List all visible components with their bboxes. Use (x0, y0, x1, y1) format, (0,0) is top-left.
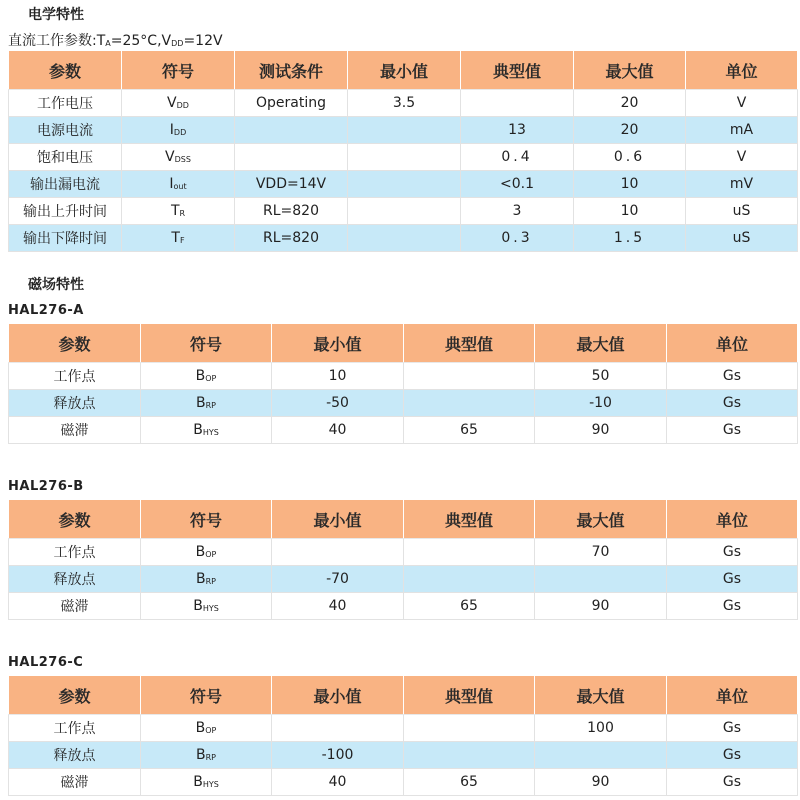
cell-param: 输出下降时间 (9, 225, 122, 252)
cell-typ (404, 390, 535, 417)
cell-min: -100 (272, 742, 404, 769)
col-header-symbol: 符号 (141, 500, 272, 539)
cell-typ: 13 (461, 117, 574, 144)
cell-typ: 0.4 (461, 144, 574, 171)
col-header-unit: 单位 (686, 51, 798, 90)
hal276c-title: HAL276-C (8, 655, 84, 670)
symbol-subscript: R (179, 209, 186, 218)
col-header-typ: 典型值 (404, 500, 535, 539)
cell-condition (235, 144, 348, 171)
cell-condition (235, 117, 348, 144)
cell-condition: VDD=14V (235, 171, 348, 198)
cell-symbol (122, 144, 235, 171)
table-header-row (9, 500, 798, 539)
cell-condition: RL=820 (235, 225, 348, 252)
hal276c-table (8, 675, 798, 796)
table-header-row (9, 324, 798, 363)
cell-typ (404, 566, 535, 593)
cell-min (348, 117, 461, 144)
magnetic-heading: 磁场特性 (28, 277, 84, 293)
cell-param: 工作点 (9, 539, 141, 566)
symbol-subscript: DD (173, 128, 187, 137)
table-row (9, 171, 798, 198)
cell-min: -70 (272, 566, 404, 593)
col-header-param: 参数 (9, 324, 141, 363)
symbol-main: B (196, 571, 206, 587)
cell-min: 3.5 (348, 90, 461, 117)
symbol-subscript: OP (205, 726, 217, 735)
symbol-subscript: OP (205, 374, 217, 383)
cell-typ (404, 539, 535, 566)
symbol-subscript: F (179, 236, 185, 245)
cell-unit: Gs (667, 593, 798, 620)
table-row (9, 363, 798, 390)
cell-max (535, 566, 667, 593)
hal276a-title: HAL276-A (8, 303, 84, 318)
table-row (9, 417, 798, 444)
symbol-main: B (195, 720, 206, 736)
cell-min: 40 (272, 417, 404, 444)
cell-param: 输出上升时间 (9, 198, 122, 225)
symbol-subscript: HYS (202, 604, 219, 613)
cell-symbol (122, 117, 235, 144)
symbol-main: V (165, 149, 175, 165)
cell-max (535, 742, 667, 769)
col-header-min: 最小值 (348, 51, 461, 90)
electrical-heading: 电学特性 (28, 7, 84, 23)
cell-min: 40 (272, 593, 404, 620)
cell-unit: uS (686, 225, 798, 252)
table-row (9, 593, 798, 620)
cell-unit: Gs (667, 742, 798, 769)
cell-typ: 0.3 (461, 225, 574, 252)
table-row (9, 144, 798, 171)
dc-conditions-note: 直流工作参数$:T_A=25^\circ C,V_{DD}=12V$ (8, 33, 223, 49)
cell-max: 10 (574, 198, 686, 225)
col-header-min: 最小值 (272, 676, 404, 715)
cell-min (348, 144, 461, 171)
cell-symbol (122, 171, 235, 198)
table-row (9, 769, 798, 796)
col-header-symbol: 符号 (141, 324, 272, 363)
cell-max: -10 (535, 390, 667, 417)
symbol-main: B (195, 368, 206, 384)
cell-max: 100 (535, 715, 667, 742)
cell-param: 输出漏电流 (9, 171, 122, 198)
table-row (9, 390, 798, 417)
hal276b-table (8, 499, 798, 620)
col-header-min: 最小值 (272, 324, 404, 363)
symbol-subscript: out (173, 182, 187, 191)
col-header-unit: 单位 (667, 676, 798, 715)
cell-param: 释放点 (9, 566, 141, 593)
cell-param: 释放点 (9, 390, 141, 417)
cell-typ: 3 (461, 198, 574, 225)
cell-unit: Gs (667, 715, 798, 742)
col-header-symbol: 符号 (122, 51, 235, 90)
cell-typ: 65 (404, 769, 535, 796)
table-header-row (9, 51, 798, 90)
cell-typ (404, 715, 535, 742)
col-header-param: 参数 (9, 676, 141, 715)
cell-min (348, 171, 461, 198)
electrical-characteristics-table (8, 50, 798, 252)
col-header-typ: 典型值 (404, 324, 535, 363)
symbol-subscript: RP (205, 753, 216, 762)
cell-condition: RL=820 (235, 198, 348, 225)
symbol-subscript: RP (205, 401, 216, 410)
cell-unit: V (686, 90, 798, 117)
col-header-max: 最大值 (535, 324, 667, 363)
cell-symbol (141, 566, 272, 593)
cell-symbol (122, 198, 235, 225)
cell-param: 饱和电压 (9, 144, 122, 171)
cell-unit: Gs (667, 363, 798, 390)
cell-param: 磁滞 (9, 593, 141, 620)
cell-min: -50 (272, 390, 404, 417)
cell-min (272, 539, 404, 566)
hal276b-title: HAL276-B (8, 479, 84, 494)
cell-max: 20 (574, 90, 686, 117)
cell-param: 工作点 (9, 715, 141, 742)
cell-unit: V (686, 144, 798, 171)
col-header-max: 最大值 (574, 51, 686, 90)
cell-param: 电源电流 (9, 117, 122, 144)
cell-typ: 65 (404, 593, 535, 620)
col-header-max: 最大值 (535, 676, 667, 715)
col-header-min: 最小值 (272, 500, 404, 539)
cell-min: 40 (272, 769, 404, 796)
cell-typ: <0.1 (461, 171, 574, 198)
cell-typ (461, 90, 574, 117)
col-header-param: 参数 (9, 51, 122, 90)
cell-symbol (141, 539, 272, 566)
col-header-typ: 典型值 (461, 51, 574, 90)
cell-unit: mA (686, 117, 798, 144)
cell-max: 50 (535, 363, 667, 390)
cell-min: 10 (272, 363, 404, 390)
table-header-row (9, 676, 798, 715)
symbol-main: B (195, 544, 206, 560)
cell-min (272, 715, 404, 742)
symbol-main: I (169, 122, 174, 138)
cell-max: 90 (535, 769, 667, 796)
symbol-subscript: HYS (202, 428, 219, 437)
symbol-subscript: HYS (202, 780, 219, 789)
cell-min (348, 225, 461, 252)
table-row (9, 566, 798, 593)
cell-max: 0.6 (574, 144, 686, 171)
cell-symbol (122, 225, 235, 252)
symbol-subscript: RP (205, 577, 216, 586)
symbol-subscript: DD (176, 101, 189, 110)
col-header-symbol: 符号 (141, 676, 272, 715)
table-row (9, 225, 798, 252)
symbol-main: V (167, 95, 177, 111)
symbol-subscript: DSS (174, 155, 191, 164)
hal276a-table (8, 323, 798, 444)
cell-max: 90 (535, 417, 667, 444)
cell-max: 20 (574, 117, 686, 144)
col-header-unit: 单位 (667, 324, 798, 363)
symbol-main: T (171, 230, 180, 246)
symbol-main: B (193, 422, 203, 438)
symbol-main: B (196, 747, 206, 763)
cell-unit: Gs (667, 390, 798, 417)
symbol-main: B (193, 774, 203, 790)
cell-typ (404, 363, 535, 390)
symbol-main: I (169, 176, 174, 192)
cell-symbol (141, 593, 272, 620)
cell-symbol (141, 417, 272, 444)
cell-unit: mV (686, 171, 798, 198)
table-row (9, 117, 798, 144)
col-header-typ: 典型值 (404, 676, 535, 715)
symbol-main: B (196, 395, 206, 411)
col-header-max: 最大值 (535, 500, 667, 539)
table-row (9, 198, 798, 225)
cell-max: 10 (574, 171, 686, 198)
table-row (9, 742, 798, 769)
cell-unit: Gs (667, 417, 798, 444)
cell-max: 90 (535, 593, 667, 620)
cell-param: 释放点 (9, 742, 141, 769)
cell-param: 磁滞 (9, 417, 141, 444)
col-header-condition: 测试条件 (235, 51, 348, 90)
table-row (9, 539, 798, 566)
cell-param: 工作电压 (9, 90, 122, 117)
table-row (9, 90, 798, 117)
cell-symbol (141, 390, 272, 417)
cell-min (348, 198, 461, 225)
cell-symbol (141, 363, 272, 390)
col-header-unit: 单位 (667, 500, 798, 539)
cell-symbol (141, 715, 272, 742)
cell-typ: 65 (404, 417, 535, 444)
col-header-param: 参数 (9, 500, 141, 539)
symbol-main: B (193, 598, 203, 614)
cell-symbol (141, 742, 272, 769)
cell-unit: Gs (667, 566, 798, 593)
symbol-main: T (170, 203, 180, 219)
cell-typ (404, 742, 535, 769)
symbol-subscript: OP (205, 550, 217, 559)
cell-max: 70 (535, 539, 667, 566)
cell-symbol (141, 769, 272, 796)
cell-unit: Gs (667, 539, 798, 566)
table-row (9, 715, 798, 742)
cell-unit: uS (686, 198, 798, 225)
cell-param: 磁滞 (9, 769, 141, 796)
cell-symbol (122, 90, 235, 117)
cell-param: 工作点 (9, 363, 141, 390)
cell-unit: Gs (667, 769, 798, 796)
cell-condition: Operating (235, 90, 348, 117)
cell-max: 1.5 (574, 225, 686, 252)
